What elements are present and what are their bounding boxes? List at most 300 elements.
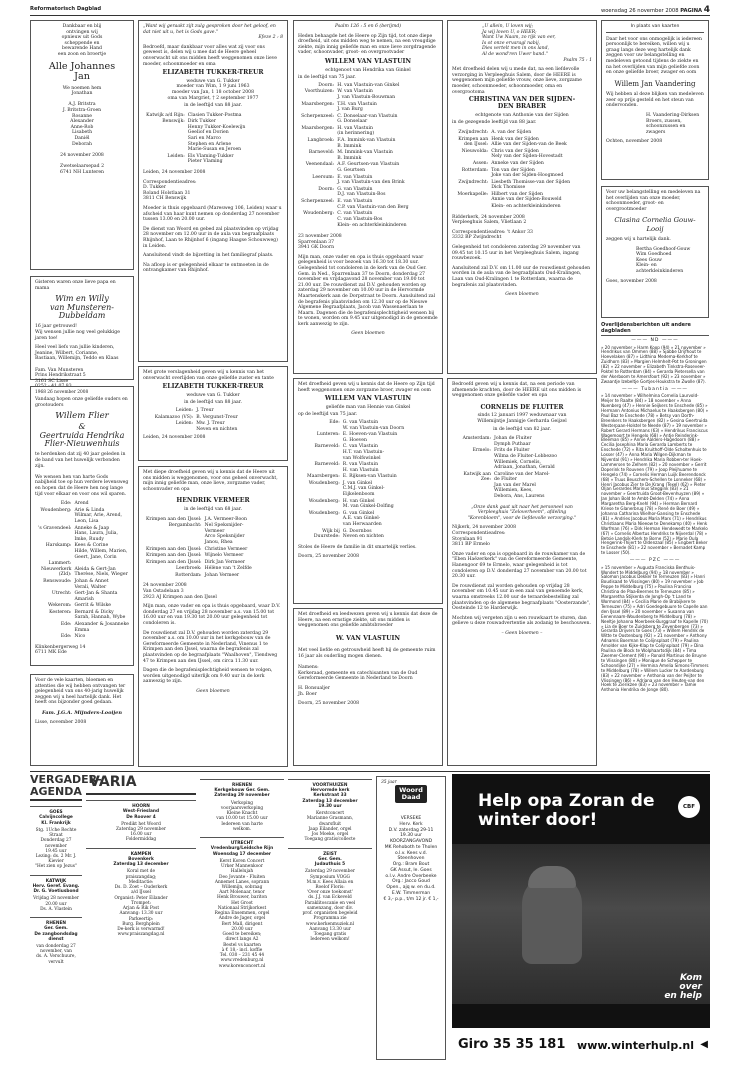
family-names: Hélène van 't Zelfde [204,566,252,572]
event-col4-item [288,779,372,843]
fluiter-date: Nijkerk, 24 november 2008 Correspondentieadres: Stoynlaan 91 3811 BP Ermelo [452,525,517,548]
vergader-text: van donderdag 27 november, van ds. A. Verschuure, vervult [36,944,76,965]
vaandering-body: Wij hebben al deze blijken van medeleven zeer op prijs gesteld en het steun van ondervonden. [606,92,704,109]
tukker2-family-table [143,408,283,433]
family-names: Liesbeth Thomisse-van der Sijden Dick Thomisse [491,179,571,191]
vermeer-family-table [143,517,283,580]
vaandering-family: H. Vaandering-Dirksen Broers, zussen, schoonzussen en zwagers [646,113,700,135]
fluiter-family-table [452,436,592,501]
family-place: Ede: [60,634,72,640]
family-place: Zwijndrecht: [458,129,489,135]
family-place: Katwijk a/d Rijn: [146,112,185,118]
family-place: Harskamp: [45,543,72,549]
fluiter-family-row [452,436,592,448]
tukker-name: ELIZABETH TUKKER-TREUR [162,69,264,77]
tukker-family-list [143,113,283,166]
vlastuin-details: echtgenoot van Hendrika van Ginkel [325,67,411,73]
family-place: Leerbroek: [175,566,202,572]
events-col-4 [288,774,372,1064]
ad-thanks-mijnders [30,674,134,766]
hat-silhouette-icon [528,866,576,888]
vergader-title: VERGADER- AGENDA [30,774,82,801]
thanks-sign: Fam. J.G.A. Mijnders-Looijen [42,709,122,716]
family-names: J. Treur [196,407,214,413]
family-place: Krimpen aan den IJssel: [145,553,202,559]
events-list-4 [288,779,372,943]
family-place [298,223,337,230]
ad-birth-jonathan [30,20,134,270]
tubantia-text: » 14 november » Wilhelmina Cornelia Laurvold-Meijer te Raalte (84) » 18 november » Anna Nuenberg (47) » Hennie Seijkers te Enschede (85) » Hermann Antonius Michaelus te Haaksbergen (80) » Paul Baz te Enschede (78) » Betsy van Dorth-Breenkers te Haaksbergen (82) » Gesina Geertruida Westerpaan-Holstel te Neede (87) » 19 november » Robert Gerard Hermans (63) » Hendrikus Franciscus Wagemoort te Hengelo (68) » Antje Reinderink-Bleeman (85) » Annie Aalders-Hagedoorn (88) » Cecilia Josephina Maria Gerarda Lamberts te Enschede (72) » Rita Kruithoff-Olde Scholtenhuis te Losser (47) » Anna Maria Wilgen-Dijkman te Nijverdal (91) » Hendrika Maria Robben-ter Hoek-Lammersen te Zelhem (82) » 20 november » Gerrit Doperink te Rouveen (79) » Joop Pleijhuame te Hengelo (74) » Cornelis Herman Luijk Beerendonck (68) » Truus Beuschem-Schellen te Lonneker (68) » Henri Jacobus Zier te De Krang (Texel) (62) » Pieter Oljan Gerardes Marinus Steggink (83) » 21 november » Geertruida Groot-Bevenhuyzen (89) » Jan Johan Bold te Ambt-Delden (74) » Anna Margaretha Berg-Knehl (94) » Herman Bernard Kriese te Glanerbrug (78) » René de Boer (49) » Johanna Catharina Wielhor-Gansing te Enschede (81) » Andries Jacobus Maria Marx (71) » Hendrikus Christiaans Maria Nieeow te Denekamp (40) » Henk Warfman (76) » Dirk Herman Hendewedt te Markelo (67) » Cornelis Albertus Hendriks te Nijverdal (78) » Betsie Landsik-Klerk te Borne (52) » Marie Oula Hengerink-Thijert te Oldenzaal (85) » Engbert Beker te Enschede (81) » 22 november » Bernadet Kamp te Losser (50). [601,393,709,556]
fluiter-service: De rouwdienst zal worden gehouden op vrijdag 28 november om 10.45 uur in een zaal van genoemde kerk, waarna omstreeks 12.00 uur de teraardebestelling zal plaatsvinden op de algemene begraafplaats "Oosterzande", Oosteinde 12 te Harderwijk. [452,583,591,612]
flier-family-row [35,501,129,508]
family-names: E. van Vlastuin C.P. van Vlastuin-van den Berg [337,199,409,210]
ad-death-vlastuin-3 [293,608,443,766]
tukker-intro: Bedroefd, maar dankbaar voor alles wat zij voor ons geweest is, delen wij u mee dat de Heere geheel onverwacht uit ons midden heeft weggenomen onze lieve moeder, schoonmoeder en oma [143,44,278,67]
sijden-footer: Geen bloemen [505,292,539,298]
vlastuin2-family-list [298,420,438,541]
family-names: Ton van der Sijden Joke van der Sijden-Hoogmoed [491,167,564,179]
vlastuin2-family-row [298,432,438,444]
tukker-quote: „Want wij geraakt zijt zulg gesproken door het geloof, en dat niet uit u, het is Gods gave." [143,24,276,35]
sijden-quote-ref: Psalm 75 : 1 [563,57,592,63]
fluiter-quote: „Onze dank gaat uit naar het personeel van Verpleeghuis "Zeloverheem", afdeling "Korenbloem", voor de liefdevolle verzorging." [467,504,577,521]
vlastuin2-family-row [298,420,438,432]
family-place: Langbroek: [307,138,335,144]
family-place: Doorn: [318,82,335,88]
family-names: Johan de Fluiter Dymph Puthaar [494,436,532,447]
family-names: Nel Speksnijder- Vermeer Arco Speksnijder Janou, Rhea [204,523,245,545]
family-names: Arie & Linda Wilmar, Arie, Arend, Leon, Lisa [74,507,122,524]
vlastuin2-age: op de leeftijd van 75 jaar. [298,412,358,418]
family-names: E. Hoeven-van Vlastuin G. Hoeven [342,432,398,443]
vlastuin2-family-table [298,420,438,541]
sijden-family-row [452,180,592,192]
family-place: Benswijk: [162,119,185,125]
family-names: H. van Vlastuin-van Ginkel [337,82,400,88]
vlastuin-family-list [298,83,438,230]
fluiter-family-row [452,448,592,471]
event-col3-item [200,837,284,969]
event-col4-heading: VOORTHUIZEN Hervormde kerk Kerkstraat 33 Zaterdag 13 december 19.30 uur [302,783,358,809]
family-names: Bernard & Dicky Sarah, Hannah, Wybe [74,609,126,621]
vlastuin-family-row [298,150,438,162]
vermeer-date: 24 november 2008 Van Ostadelaan 3 2923 AJ Krimpen aan den IJssel [143,583,217,600]
winterhulp-logo: Kom over en help [664,973,702,1001]
winterhulp-footer-bar [452,1028,710,1064]
family-names: Henk van der Sijden Allie van der Sijden-van de Beek [491,136,567,148]
birth-name: Alle Johannes Jan [48,60,116,82]
family-place: Woudenberg: [303,211,335,217]
vermeer-name: HENDRIK VERMEER [176,497,250,505]
family-names: J. van Ginkel C.M.J. van Ginkel- Eijkelenboom [342,480,385,498]
vermeer-age: in de leeftijd van 68 jaar. [184,506,242,512]
vlastuin-service: Mijn man, onze vader en opa is thuis opgebaard waar gelegenheid is voor bezoek van 16.30 tot 18.30 uur. Gelegenheid tot condoleren in de kerk van de Oud Ger. Gem. in Ned., Sparrenlaan 37 te Doorn, donderdag 27 november en vrijdagavond 28 november van 19.00 tot 21.00 uur. De rouwdienst zal D.V. gehouden worden op zaterdag 29 november om 10.00 uur in de Hervormde Maartenskerk aan de Dorpstraat te Doorn. Aansluitend zal de begrafenis plaatsvinden om 12.30 uur op de Nieuwe Algemene Begraafplaats, Jacob van Wassenaerlaan te Maarn. Dagenen die de begrafenisplechtigheid wensen bij te wonen, worden om 9.45 uur uitgenodigd in de genoemde kerk aanwezig te zijn. [298,254,438,327]
event-col3-item [200,779,284,832]
page-header [30,6,710,16]
vaandering-header: In plaats van kaarten [606,24,704,33]
pzc-text: » 15 november » Augusta Franciska Benthuis-Wondert te Middelburg (94) » 18 november » Salomon Jacobus Dekker te Terneuzen (83) » Hanri Boudisaad te Vlissingen (80) » 19 november » Job Peppe te Middelburg (75) » Paulina Francina Christina de Plaa-Beernes te Terneuzen (85) » Margaretha Stijkerda de Jongh-Op 't Land te Wormond (84) » Cecilia Marie de Brabijkere te Terneuzen (75) » Adri Goedegebuure te Capelle aan den IJssel (89) » 20 november » Susanna van Eenennaam-Woudenberg te Middelburg (78) » Neeltje Johanna Moerbeek-Burggraaf te Kapelle (70) » Lia de Boer te Zuidsberg te Zevenbergen (73) » Gerarda Drijvers te Goes (73) » Willem Hendrik de Witte te Oostenburg (92) » 21 november » Anthony Adnamis Boerman te Colijnsplaat (79) » Paulina Arnolder van Kijke-Klap te Colijnsplaat (79) » Dina Paulina de Block te Wolphaartsdijk (84) » Tima Zwemer-Clement (90) » Ronald Martinus de Bruyne te Vlissingen (80) » Monique de Schepper te Schoondijke (27) » Hermina Amelia Simons-Timmers te Middelburg (78) » Willem Lucker te Aardenburg (83) » 22 november » Anthonia van der Peijter te Vlissingen (86) » Adriana van den Heuten-van den Hoek te Zierikzee (83) » 23 november » Tamie Anthonia Hendrika de Jonge (80). [601,564,709,693]
family-names: Mw. J. Treur Neven en nichten [196,421,238,432]
vermeer-viewing: Mijn man, onze vader en opa is thuis opgebaard, waar D.V. donderdag 27 en vrijdag 28 november a.s. van 15.00 tot 16.00 uur en van 19.30 tot 20.00 uur gelegenheid tot condoleren is. [143,604,281,627]
family-names: Aleida & Gert-Jan Therèse, Niels, Wieger [74,566,128,578]
sijden-intro: Met droefheid delen wij u mede dat, na een liefdevolle verzorging in Verpleeghuis Salem, door de HEERE is weggenomen mijn geliefde vrouw, onze lieve, zorgzame moeder, schoonmoeder, schoonmoeder, oma en overgrootoma [452,67,582,95]
family-place: Veenendaal: [305,162,335,168]
event-col3-heading: UTRECHT Vredenburg/Leidsche Rijn Woensdag 17 december [210,841,274,857]
tukker-family-row [143,119,283,154]
vergader-heading: KATWIJK Herv. Geref. Evang. Dr. G. Voetiusbond [32,878,80,895]
vlastuin3-body: Met veel liefde en getrouwheid heeft hij de gemeente ruim 16 jaar als ouderling mogen dienen. Namens: Kerkeraad, gemeente en catechisanten van de Oud Gereformeerde Gemeente in Nederland te Doorn [298,648,436,682]
family-place: Wekerom: [48,603,72,609]
family-place: Leersum: [312,174,335,180]
flier-family-row [35,579,129,591]
vlastuin3-date: Doorn, 25 november 2008 [298,701,359,707]
ad-death-defluiter [447,378,597,766]
family-names: Frits de Fluiter Wilma de Fluiter-Lobbezoo Willemiek, Cornelis, Adriaan, Jonathan, Gerald [494,448,558,471]
vlastuin-intro: Heden behaagde het de Heere op Zijn tijd, tot onze diepe droefheid, uit ons midden weg te nemen, na een vreugdige ziekte, mijn innig geliefde man en onze lieve zorgdragende vader, schoonvader, groot- en overgrootvader [298,33,436,56]
family-place: Nieuwolda: [461,148,489,154]
vlastuin-family-row [298,223,438,230]
ad-death-vandersijden [447,20,597,374]
ad-death-tukker-2 [138,366,288,461]
vlastuin2-family-row [298,499,438,511]
flier-family-row [35,603,129,610]
vergader-list [30,806,82,965]
family-place: Rotterdam: [461,167,489,173]
family-place: 's Gravendeel: [38,525,72,531]
family-names: Chris van der Sijden Nely van der Sijden-Hovestadt [491,148,563,160]
anniv-names: Wim en Willy van Munsteren-Dubbeldam [50,294,114,320]
family-names: C. van Vlastuin H.T. van Vlastuin- van Wolfswinkel [342,444,384,461]
family-place: Woudenberg: [308,498,340,504]
vermeer-service: De rouwdienst zal D.V. gehouden worden zaterdag 29 november a.s. om 10.00 uur in het kerkgebouw van de Gereformeerde Gemeente in Nederland, Vinenus 1 te Krimpen aan den IJssel, waarna de begrafenis zal plaatsvinden op de begraafplaats "Waalhoven", Tiendweg 47 te Krimpen aan den IJssel, om circa 11.30 uur. [143,630,278,664]
family-names: Dirk Tukker Henny Tukker-Koelewijn Geeliof en Dorien Sari en Marco Stephen en Arlene Marie-Susan en Jeroen [187,119,246,153]
vlastuin2-intro: Met droefheid geven wij u kennis dat de Heere op Zijn tijd heeft weggenomen onze zorgzame broer, zwager en oom [298,382,435,393]
vlastuin-family-table [298,83,438,230]
woord-daad-ad [376,776,446,1060]
vlastuin2-family-row [298,511,438,529]
family-names: Anneke & Jaap Hans, Laura, Julia, Imke, Ruudy [74,525,118,542]
flier-text: te herdenken dat zij 40 jaar geleden in de band van het huwelijk verbonden zijn. We wensen hen van harte Gods nabijheid toe op hun verdere levensweg en hopen dat de Heere hen nog lange tijd voor elkaar en voor ons wil sparen. [35,452,129,497]
family-names: H. van Ginkel M. van Ginkel-Dolfing [342,498,394,510]
fluiter-name: CORNELIS DE FLUITER [480,403,564,411]
varia-list [86,800,196,937]
family-names: A. van der Sijden [491,129,532,135]
vermeer-footer: Geen bloemen [196,688,230,694]
event-col4-text: Kerstconcert Marianne Grasmann, dwarsfluit Jaap Eilander, orgel Jos Moeke, orgel Toegang gratis/collecte [304,811,356,843]
birth-details: We noemen hem Jonathan A.J. Britstra J. Britstra-Groen Rosanne Alexander Anne-Rob Lisabeth Daniël Deborah 24 november 2008 Zwetselaarsepad 2 6741 NH Lunteren [59,85,105,175]
ad-thanks-gouw [601,186,709,318]
family-names: Nico [74,634,86,640]
family-names: E. van Vlastuin J. van Vlastuin-van den Brink [337,174,405,186]
sijden-corr: Correspondentieadres: 't Ankor 33 3332 BP Zwijndrecht [452,229,533,241]
family-place: Lammert: [48,561,72,567]
family-names: G. van Vlastuin D.J. van Vlastuin-Bos [337,186,386,198]
vlastuin3-sign: H. Bonsualjer Jh. Boer [298,685,330,697]
family-names: F.A. Immink-van Vlastuin B. Immink [337,138,396,149]
ad-death-tukker-1 [138,20,288,362]
tukker-viewing: Moeder is thuis opgebaard (Maresweg 106, Leiden) waar u afscheid van haar kunt nemen op donderdag 27 november tussen 13.00 en 20.00 uur. [143,206,282,223]
winterhulp-headline: Help opa Zoran de winter door! [478,791,655,830]
tukker2-intro: Met grote verslagenheid geven wij u kennis van het onverwacht overlijden van onze geliefde zuster en tante [143,370,274,381]
vlastuin-family-row [298,138,438,150]
family-place: Kesteren: [49,609,72,615]
family-names: H. van Vlastuin (in herinnering) [337,125,375,137]
vermeer-intro: Met diepe droefheid geven wij u kennis dat de Heere uit ons midden is weggenomen, voor ons geheel onverwacht, mijn innig geliefde man, onze lieve, zorgzame vader, schoonvader en opa [143,470,278,492]
vlastuin2-family-row [298,474,438,481]
vergader-text: Stg. 1Uche Rechte Straat Donderdag 27 november 19.45 uur Lezing: ds. 2 Mr. J. Kievier "Het zien op Jezus" [35,827,77,870]
family-place: Maarsbergen: [301,125,335,131]
family-place: Leiden: [175,421,194,427]
family-names: Anneke van der Sijden [491,160,544,166]
family-place: Doorn: [318,186,335,192]
winterhulp-url[interactable]: www.winterhulp.nl [577,1039,694,1052]
family-names: Hilbert van der Sijden Annie van der Sijden-Bouweld [491,191,562,203]
family-names: Caroline van der Marel- de Fluiter Jan van der Marel Willemien, Kees, Debora, Ans, Laurens [494,471,550,500]
family-place: Leiden: [175,407,194,413]
thanks-date: Lisse, november 2008 [35,720,87,726]
family-place: Ede: [60,501,72,507]
family-place: Nieuwerkerk (Zld): [40,566,72,578]
tukker-burial: Aansluitend vindt de bijzetting in het familiegraf plaats. [143,253,274,259]
flier-name-1: Willem Flier [55,411,109,422]
tukker-date: Leiden, 24 november 2008 [143,170,206,176]
flier-family-row [35,526,129,544]
vlastuin-family-row [298,162,438,174]
family-place: Woudenberg: [308,480,340,486]
events-list-3 [200,779,284,969]
vergader-item [30,806,82,870]
ad-thanks-vaandering [601,20,709,180]
flier-family-table [35,501,129,641]
family-place: Ermelo: [472,448,491,454]
family-place: Maarsbergen: [307,474,340,480]
varia-heading: HOORN West-Friesland De Roover 4 [122,804,160,820]
tukker-service: De dienst van Woord en gebed zal plaatsvinden op vrijdag 28 november om 12.00 uur in de aula van begraafplaats Rhijnhof, Laan te Rhijnhof 6 (ingang Haagse Schouwweg) in Leiden. [143,226,279,249]
event-col4-item [288,848,372,943]
fluiter-details: sinds 12 januari 1997 weduwnaar van Willemijntje Jannigje Gerharda Geijzel [477,413,567,424]
vermeer-note: Dagen die de begrafenisplechtigheid wensen te volgen, worden uitgenodigd uiterlijk om 9.40 uur in de kerk aanwezig te zijn. [143,668,273,685]
varia-text: Predikt het Woord Zaterdag 29 november 16.00 uur Foldermiddag [116,821,166,843]
family-names: Dirk Jan Vermeer [204,559,245,565]
vermeer-family-row [143,573,283,580]
family-place: Krimpen aan den IJssel: [145,546,202,552]
nd-label: ——— ND ——— [631,338,679,343]
family-place: Woudenberg: [40,507,72,513]
varia-text: Koral met de praiszangdag; Meditactie: Ds. D. Zoet – Ouderkerk a/d IJssel Organist: Peter Eilander Trompet: Arjan & Rik Post Aanvang: 13.30 uur Parkeertip: Burg. Berghplein De-kerk is verwarmd! www.praiszangdag.nl [114,869,168,938]
flier-family-row [35,508,129,526]
family-place: Voorthuizen: [304,89,335,95]
varia-title: VARIA [86,774,196,795]
vaandering-name: Willem Jan Vaandering [614,79,696,88]
vlastuin-family-row [298,114,438,126]
other-papers-list [601,322,709,766]
vaandering-text: Daar het voor ons onmogelijk is iedereen persoonlijk te bereiken, willen wij u graag langs deze weg hartelijk dank zeggen voor uw belangstelling en medeleven getoond tijdens de ziekte en na het overlijden van mijn geliefde zoon en onze geliefde broer, zwager en oom [606,36,702,76]
sijden-name: CHRISTINA VAN DER SIJDEN- DEN BRABER [468,96,576,110]
vlastuin-date: 23 november 2008 Sparrenlaan 37 3941 GK Doorn [298,233,342,251]
family-place: Amsterdam: [462,436,491,442]
flier-amp: & [78,421,86,431]
family-place: Lunteren: [316,432,340,438]
sijden-family-list [452,130,592,211]
vlastuin-footer: Geen bloemen [351,331,385,337]
event-col3-heading: RHENEN Kerkgebouw Ger. Gem. Zaterdag 29 november [214,783,270,799]
vergader-heading: GOES Calvijncollege Kl. Frankrijk [39,810,73,826]
tukker-age: in de leeftijd van 88 jaar. [184,103,242,109]
flier-address: Klinkenbergerweg 14 6711 MK Ede [35,644,86,656]
ad-death-vlastuin-1 [293,20,443,374]
events-col-3 [200,774,284,1064]
gouw-date: Goes, november 2008 [606,278,657,284]
gouw-family: Bertha Goedhoof-Gouw Wim Goedhoed Kees Gouw Klein- en achterkleinkinderen [636,246,691,274]
family-names: Els Vlaming-Tukker Pieter Vlaming [187,153,234,165]
family-names: Gerrit & Wilske [74,603,112,609]
anniv-body: Heel veel liefs van jullie kinderen, Jeanine, Wilbert, Corianne, Bastiaan, Willemijn, Teddo en Klaas Fam. Van Munsteren Prins Hendrikstraat 5 3161 SC Lisse 0252 - 41 07 83 [35,345,119,390]
other-papers-title: Overlijdensberichten uit andere dagbladen [601,322,709,336]
event-col4-heading: ZEIST Ger. Gem. Judauthuis 5 [314,851,346,868]
vergader-text: Vrijdag 28 november 20.00 uur Ds. A. Vlastein [33,896,79,912]
page-date: woensdag 26 november 2008 PAGINA 4 [601,5,710,15]
family-names: W. van Vlastuin J. van Vlastuin-Bouwman [337,89,396,100]
family-place: Barneveld: [308,150,335,156]
family-place: Krimpen aan den IJssel: [458,136,489,148]
sijden-family-row [452,168,592,180]
family-place: Leiden: [167,153,185,159]
vlastuin3-name: W. VAN VLASTUIN [335,634,401,642]
family-names: Arend [74,501,89,507]
family-place: Katwijk aan Zee: [463,471,491,483]
tukker-details: weduwe van G. Tukker moeder van Wim, 1 9 juni 1963 moeder van Jan, 1 18 october 2008 oma van Margriet, † 2 september 1977 [167,78,259,101]
family-place: Scherpenzeel: [301,113,335,119]
event-col4-text: Zaterdag 29 november Symposium VOGG M.m.v. Kees Allaia en Roelof Floris: 'Over onze toekomst' ds. J.J. van Eckeveld Paraklitoscanie en veel samenzang, door div. prof. organisten begeleid Programma zie www.kerkenmuziek.nl Aanvang 13.30 uur Toegang gratis Iedereen welkom! [302,869,358,943]
tukker2-date: Leiden, 24 november 2008 [143,435,206,441]
family-place: Barneveld: [314,462,340,468]
tukker2-details: weduwe van G. Tukker [186,392,240,398]
tubantia-label: ——— Tubantia ——— [621,386,689,392]
flier-intro: Vandaag hopen onze geliefde ouders en grootouders [35,397,128,408]
tukker2-name: ELIZABETH TUKKER-TREUR [162,383,264,391]
vlastuin-family-row [298,126,438,138]
family-names: G. Doornbos Neven en nichten [342,528,384,540]
ad-anniversary-flier [30,386,134,666]
vlastuin2-family-row [298,444,438,462]
family-place: Assen: [472,160,489,166]
family-place: Utrecht: [51,591,72,597]
flier-family-row [35,567,129,579]
vergader-item [30,917,82,965]
flier-family-row [35,543,129,561]
vlastuin2-note: Stoles de Heere de familie in dit smartelijk verlies. [298,544,417,550]
vaandering-date: Ochten, november 2008 [606,139,663,145]
winterhulp-ad [452,774,710,1064]
vermeer-family-row [143,553,283,560]
event-col3-text: Verkoping voorjaarsverkoping Kleine Knacht van 10.00 tot 15.00 uur Iedereen van harte welkom. [216,800,268,832]
family-place: Krimpen aan den IJssel: [145,559,202,565]
vergader-agenda [30,773,102,1064]
family-names: C. van Vlastuin C. van Vlastuin-Bos [337,211,383,222]
varia-heading: KAMPEN Bovenkerk Zaterdag 13 december [113,851,169,868]
anniv-top: Gisteren waren onze lieve papa en mama [35,280,116,291]
family-names: E. Rijksen-van Vlastuin [342,474,397,480]
fluiter-age: in de leeftijd van 82 jaar. [493,426,551,432]
family-names: C. Donselaar-van Vlastuin G. Donselaar [337,113,398,125]
sijden-quote: „U allein, U loven wij; Ja wij loven U, o HEER; Want Uw Naam, zo rijk van eer, Is ot onze ervaragl nabij, Dies vertelt men in ons land, Al de wond'ren Uwer hand." [482,24,556,57]
sijden-service: Aansluitend zal D.V. om 11.00 uur de rouwdienst gehouden worden in de aula van de begraafplaats Oud-Kralingen, Laan van Oud-Kralingen 1 te Rotterdam, waarna de begrafenis zal plaatsvinden. [452,265,591,288]
family-place: Ede: [60,622,72,628]
vergader-item [30,875,82,912]
vlastuin-family-row [298,199,438,211]
woord-daad-logo [381,780,441,816]
vlastuin-family-row [298,187,438,199]
vermeer-family-list [143,517,283,580]
family-names: Klein- en achterkleinkinderen [337,223,407,229]
sijden-date: Ridderkerk, 24 november 2008 Verpleeghuis Salem, Vlietlaan 2 [452,214,527,226]
gouw-body: zeggen wij u hartelijk dank. [606,236,671,242]
vlastuin2-details: geliefde man van Hennie van Ginkel [325,404,411,410]
vlastuin-quote: Psalm 126 : 5 en 6 (berijmd) [334,24,402,29]
tukker2-family-row [143,408,283,415]
family-names: Johan & Annet Verali, Walter [74,578,109,590]
family-place: Rotterdam: [175,572,202,578]
fluiter-intro: Bedroefd geven wij u kennis dat, na een periode van afnemende krachten, door de HEERE uit ons midden is weggenomen onze geliefde vader en opa [452,382,582,399]
fluiter-viewing: Onze vader en opa is opgebaard in de rouwkamer van de "Eben Haëzerkerk" van de Gereformeerde Gemeente, Hanengoor 69 te Ermelo, waar gelegenheid is tot condoleren op D.V. donderdag 27 november van 20.00 tot 20.30 uur. [452,551,587,580]
event-col3-text: Kerst Koren Concert Urker Mannenkoor Hallelujah Deo Jovante - Fluiten Annemet Lanes, soprann Willemijn, sobraag Aart Molenaar, tenor Henk Brouwer, bariton Het Groot Nationaal Strijkorkest Regina Ensemmen, orgel Andre de Jager, orgel Bert Mall, dirigent 20.00 uur Goed te bereiken; direct langs A2 Bestel vs kaarten à € 18,- incl. koffie Tel. 030 – 231 45 44 www.vredenburg.nl www.korenconcert.nl [214,858,270,969]
vlastuin2-date: Doorn, 25 november 2008 [298,554,359,560]
family-place: Wijk bij Duurstede: [313,528,340,540]
tukker2-age: in de leeftijd van 88 jaar. [184,400,242,406]
sijden-age: in de gezegende leeftijd van 88 jaar. [452,120,537,126]
fluiter-family-row [452,472,592,501]
vlastuin-family-row [298,89,438,101]
vergader-heading: RHENEN Ger. Gem. De zangbondsdag dienst [34,921,78,942]
flier-family-row [35,591,129,603]
family-place: Barneveld: [314,444,340,450]
sijden-family-row [452,130,592,137]
family-place: Woudenberg: [308,510,340,516]
vermeer-family-row [143,523,283,546]
tukker2-family-row [143,421,283,433]
family-names: R. van Vlastuin H. van Vlastuin [342,462,379,473]
ad-arrow-icon: ◀ [700,1039,708,1050]
winterhulp-giro: Giro 35 35 181 [458,1037,566,1052]
family-place: Maarsbergen: [301,101,335,107]
gouw-text: Voor uw belangstelling en medeleven na het overlijden van onze moeder, schoonmoeder, groot- en overgrootmoeder [606,190,701,212]
vlastuin2-family-row [298,462,438,474]
family-names: T.H. van Vlastuin J. van Burg [337,101,377,113]
family-names: Gert-Jan & Shanta Amarish [74,591,118,602]
tukker2-family-list [143,408,283,433]
family-names: Christine Vermeer [204,546,248,552]
pzc-label: ——— PZC ——— [629,558,681,564]
varia-item [86,800,196,843]
vlastuin2-family-row [298,529,438,541]
sijden-viewing: Gelegenheid tot condoleren zaterdag 29 november van 09.45 tot 10.15 uur in het Verpleeghuis Salem, ingang rouwbezoek. [452,245,581,262]
family-place: Scherpenzeel: [301,199,335,204]
family-names: M. Immink-van Vlastuin B. Immink [337,150,393,161]
vlastuin-age: in de leeftijd van 75 jaar. [298,75,356,81]
tukker-corr: Correspondentieadres: D. Tukker Roland Holstlaan 31 3811 CH Benswijk [143,179,197,202]
family-names: G. van Vlastuin W. van Vlastuin-van Doorn [342,419,405,431]
vlastuin2-family-row [298,481,438,499]
flier-family-row [35,622,129,634]
woord-daad-badge-top: 35 jaar [381,780,397,785]
fluiter-family-list [452,436,592,501]
gouw-name: Clasina Cornelia Gouw-Looij [614,216,696,233]
woord-daad-badge: Woord Daad [395,785,427,803]
family-names: Alexander & Josanneke Emma [74,622,129,633]
sijden-family-row [452,192,592,204]
birth-intro: Dankbaar en blij ontvingen wij opnieuw uit Gods scheppende en bewarende Hand een zoon en broertje [57,24,107,57]
vlastuin-family-row [298,211,438,223]
